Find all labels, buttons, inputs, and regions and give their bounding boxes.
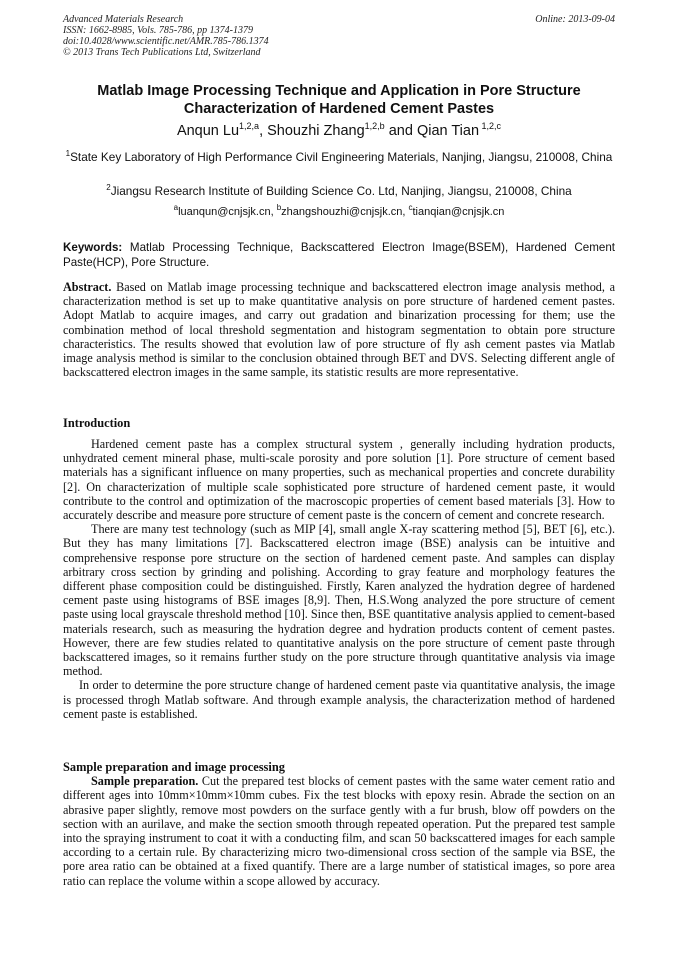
author-and: and	[384, 123, 417, 139]
affiliation-2-text: Jiangsu Research Institute of Building Science Co. Ltd, Nanjing, Jiangsu, 210008, China	[110, 184, 572, 198]
author-3-sup: 1,2,c	[479, 121, 502, 131]
author-2-sup: 1,2,b	[364, 121, 385, 131]
author-1-sup: 1,2,a	[239, 121, 260, 131]
title-line-2: Characterization of Hardened Cement Pastes	[183, 101, 495, 117]
issn-line: ISSN: 1662-8985, Vols. 785-786, pp 1374-1379	[63, 25, 253, 36]
introduction-body	[63, 437, 615, 721]
copyright-line: © 2013 Trans Tech Publications Ltd, Switzerland	[63, 47, 261, 58]
author-2-name: Shouzhi Zhang	[267, 123, 365, 139]
affiliation-1-sup: 1	[65, 149, 71, 158]
email-a: luanqun@cnjsjk.cn,	[178, 206, 277, 218]
title-line-1: Matlab Image Processing Technique and Application in Pore Structure	[97, 83, 581, 99]
affiliation-1	[60, 150, 618, 165]
intro-paragraph-1: Hardened cement paste has a complex structural system , generally including hydration products, unhydrated cement mineral phase, multi-scale porosity and pore solution [1]. Pore structure of cement based materials has a significant influence on many properties, such as mechanical properties and concrete durability [2]. On characterization of multiple scale sophisticated pore structure of hardened cement paste, it would contribute to the control and optimization of the macroscopic properties of cement based materials [3]. How to accurately describe and measure pore structure of cement paste is the concern of cement and concrete research.	[63, 437, 615, 523]
email-b-sup: b	[276, 203, 282, 212]
introduction-heading: Introduction	[63, 416, 131, 430]
paper-title	[40, 82, 638, 118]
abstract	[63, 280, 615, 379]
sample-text: Cut the prepared test blocks of cement pastes with the same water cement ratio and different ages into 10mm×10mm×10mm cubes. Fix the test blocks with epoxy resin. Abrade the section on an abrasive paper slightly, remove most powders on the surface gently with a fur brush, blow off powders on the section with an aurilave, and make the section smooth through repeated operation. Put the prepared test sample into the spraying instrument to coat it with a conducting film, and scan 50 backscattered images for each sample according to a certain rule. By characterizing micro two-dimensional cross section of the sample via BSE, the pore area ratio can be obtained at a fixed quantify. There are a large number of statistical images, so pore area ratio can replace the volume within a scope allowed by accuracy.	[63, 774, 615, 888]
author-emails	[60, 205, 618, 220]
online-date: Online: 2013-09-04	[535, 14, 615, 25]
sample-section-heading: Sample preparation and image processing	[63, 760, 285, 774]
keywords-text: Matlab Processing Technique, Backscattered Electron Image(BSEM), Hardened Cement Paste(HCP), Pore Structure.	[63, 241, 615, 269]
keywords-label: Keywords:	[63, 241, 123, 254]
author-separator: ,	[259, 123, 268, 139]
email-b: zhangshouzhi@cnjsjk.cn,	[281, 206, 409, 218]
email-c-sup: c	[408, 203, 413, 212]
author-list	[40, 122, 638, 140]
intro-paragraph-2: There are many test technology (such as MIP [4], small angle X-ray scattering method [5], BET [6], etc.). But they has many limitations [7]. Backscattered electron image (BSE) analysis can be intuitive and comprehensive response pore structure on the section of hardened cement paste. And samples can display arbitrary cross section by grinding and polishing. According to gray feature and morphology features the different phase composition could be distinguished. Firstly, Karen analyzed the hydration degree of hardened cement paste using histograms of BSE images [8,9]. Then, H.S.Wong analyzed the pore structure of cement paste using local grayscale threshold method [10]. Since then, BSE quantitative analysis applied to cement-based materials research, such as measuring the hydration degree and hydration products content of cement pastes. However, there are few studies related to quantitative analysis on the pore structure of cement paste through backscattered images, so it remains further study on the pore structure through quantitative analysis via image method.	[63, 522, 615, 679]
abstract-text: Based on Matlab image processing technique and backscattered electron image analysis method, a characterization method is set up to make quantitative analysis on pore structure of hardened cement pastes. Adopt Matlab to acquire images, and carry out gradation and binarization processing for them; use the combination method of local threshold segmentation and histogram segmentation to obtain pore structure characteristics. The results showed that evolution law of pore structure of fly ash cement pastes via Matlab image analysis method is similar to the conclusion obtained through BET and DVS. Selecting different angle of backscattered electron images in the same sample, its statistic results are more representative.	[63, 280, 615, 380]
sample-section	[63, 760, 615, 888]
email-a-sup: a	[173, 203, 179, 212]
affiliation-2-sup: 2	[106, 183, 111, 192]
email-c: tianqian@cnjsjk.cn	[412, 206, 505, 218]
doi-line: doi:10.4028/www.scientific.net/AMR.785-786.1374	[63, 36, 269, 47]
sample-lead: Sample preparation.	[91, 774, 199, 789]
keywords	[63, 240, 615, 270]
affiliation-1-text: State Key Laboratory of High Performance Civil Engineering Materials, Nanjing, Jiangsu, 210008, China	[70, 150, 613, 164]
intro-paragraph-3: In order to determine the pore structure change of hardened cement paste via quantitative analysis, the image is processed throgh Matlab software. And through example analysis, the characterization method of hardened cement paste is established.	[63, 678, 615, 721]
abstract-label: Abstract.	[63, 280, 112, 294]
author-1-name: Anqun Lu	[176, 123, 240, 139]
journal-header	[63, 14, 615, 58]
journal-name: Advanced Materials Research	[63, 14, 184, 25]
journal-info	[63, 14, 615, 58]
affiliation-2	[60, 184, 618, 199]
author-3-name: Qian Tian	[416, 123, 480, 139]
